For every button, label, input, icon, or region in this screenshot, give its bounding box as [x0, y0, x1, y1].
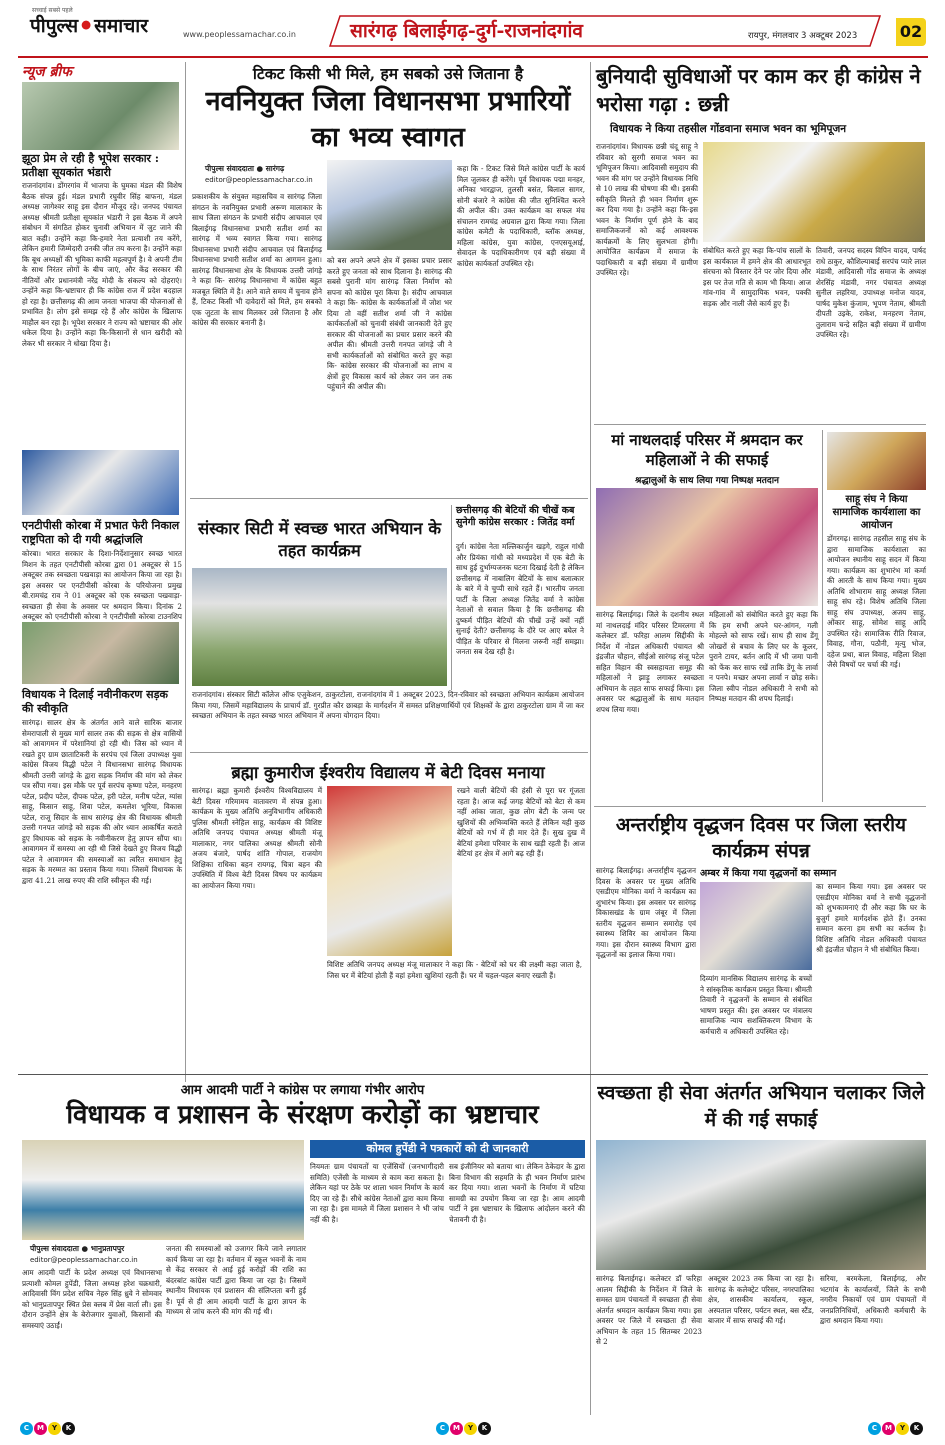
cmyk-y: Y — [464, 1422, 477, 1435]
cmyk-c: C — [20, 1422, 33, 1435]
nathaldai-photo — [596, 488, 818, 606]
divider — [190, 752, 588, 753]
chalakar-col3: सरिया, बरमकेला, बिलाईगढ़, और भटगांव के कार्यालयों, जिले के सभी नगरीय निकायों एवं ग्राम पंचायतों में जनप्रतिनिधियों, अधिकारी कर्मचारी के द्वारा श्रमदान किया गया। — [820, 1274, 926, 1325]
masthead-rule — [18, 56, 928, 58]
lead-col1: प्रकाशकीय के संयुक्त महासचिव व सारंगढ़ जिला संगठन के नवनियुक्त प्रभारी अरूण मालाकार के साथ जिला संगठन के प्रभारी संदीप आचवाल एवं बिलाईगढ़ विधानसभा प्रभारी सतीश शर्मा का सारंगढ़ में भव्य स्वागत किया गया। सारंगढ़ विधानसभा प्रभारी संदीप आचवाल एवं बिलाईगढ़ विधानसभा प्रभारी सतीश शर्मा का आगमन हुआ। सारंगढ़ विधानसभा क्षेत्र के विधायक उत्तरी जांगड़े ने कहा कि- सारंगढ़ विधानसभा में कांग्रेस बहुत मजबूत स्थिति में है। आने वाले समय में चुनाव होने हैं, टिकट किसी भी दावेदारों को मिले, हम सबको एक जुटता के साथ मिलकर उसे जिताना है और कांग्रेस की सरकार बनानी है। — [192, 192, 322, 327]
cmyk-k: K — [910, 1422, 923, 1435]
issue-date: रायपुर, मंगलवार 3 अक्टूबर 2023 — [748, 31, 858, 41]
buniyadi-caption2: तिवारी, जनपद सदस्य विपिन यादव, पार्षद राधे ठाकुर, कौशिल्याबाई सरपंच प्यारे लाल मंडावी, आदिवासी गोंड समाज के अध्यक्ष शेरसिंह मंडावी, नगर पंचायत अध्यक्ष सुनील लहरिया, उपाध्यक्ष मनोज यादव, पार्षद मुकेश कुंजाम, भूपण नेताम, श्रीमती दीपती उइके, राकेश, मनहरण नेताम, तुलाराम चन्द्रे सहित बड़ी संख्या में ग्रामीण उपस्थित रहे। — [816, 246, 926, 339]
vriddhjan-caption: दिव्यांग मानसिक विद्यालय सारंगढ़ के बच्चों ने सांस्कृतिक कार्यक्रम प्रस्तुत किया। श्रीमती तिवारी ने वृद्धजनों के सम्मान से संबंधित भाषण प्रस्तुत की। इस अवसर पर मंत्रालय सामाजिक न्याय सशक्तिकरण विभाग के कर्मचारी व अधिकारी उपस्थित रहे। — [700, 974, 812, 1036]
sahu-headline: साहू संघ ने किया सामाजिक कार्यशाला का आयोजन — [832, 494, 921, 531]
region-title: सारंगढ़ बिलाईगढ़-दुर्ग-राजनांदगांव — [350, 20, 583, 42]
aap-col1: आम आदमी पार्टी के प्रदेश अध्यक्ष एवं विधानसभा प्रत्याशी कोमल हुपेंडी, जिला अध्यक्ष हरेश चक्रधारी, आदिवासी विंग प्रदेश सचिव नेहरु सिंह ध्रुवे ने सोमवार को भानुप्रतापपुर स्थित प्रेस क्लब में प्रेस वार्ता ली। इस दौरान उन्होंने क्षेत्र के बेरोजगार युवाओं, किसानों की समस्याएं उठाईं। — [22, 1268, 162, 1330]
byline-place: भानुप्रतापपुर — [90, 1244, 125, 1253]
page-number: 02 — [896, 18, 926, 46]
swachh-city-headline: संस्कार सिटी में स्वच्छ भारत अभियान के तहत कार्यक्रम — [197, 519, 442, 560]
nathaldai-body: सारंगढ़ बिलाईगढ़। जिले के दशनीय स्थल मां नाथलदाई मंदिर परिसर टिमरलगा में कलेक्टर डॉ. फरिहा आलम सिद्दीकी के निर्देश में नोडल अधिकारी पंचायत श्री इंद्रजीत चौहान, सीईओ सारंगढ़ संजू पटेल सहित विहान की स्वसहायता समूह की महिलाओं ने झाड़ू लगाकर स्वच्छता अभियान के तहत साफ सफाई किया। इस अवसर पर श्रद्धालुओं के साथ मतदान शपथ लिया गया। — [596, 610, 704, 714]
cmyk-c: C — [436, 1422, 449, 1435]
divider — [18, 1074, 928, 1075]
divider — [185, 62, 186, 1082]
divider — [594, 806, 926, 807]
cmyk-m: M — [450, 1422, 463, 1435]
aap-email: editor@peoplessamachar.co.in — [30, 1256, 138, 1264]
cmyk-y: Y — [896, 1422, 909, 1435]
nathaldai-caption: महिलाओं को संबोधित करते हुए कहा कि कि हम सभी अपने घर-आंगन, गली मोहल्ले को साफ रखें। साथ ही साथ डेंगू जोखरों से बचाव के लिए घर के कूलर, पुराने टायर, बर्तन आदि में भी जमा पानी को फेंक कर साफ रखें ताकि डेंगू के लार्वा न पनपे। मच्छर अपना लार्वा न छोड़ सके। जिला स्वीप नोडल अधिकारी ने सभी को निष्पक्ष मतदान की शपथ दिलाई। — [709, 610, 818, 703]
byline-name: पीपुल्स संवाददाता — [205, 164, 254, 173]
lead-col3: कहा कि - टिकट जिसे मिले कांग्रेस पार्टी के कार्य मिल जुलकर ही करेंगे। पूर्व विधायक पद्मा मनहर, अनिका भारद्वाज, तुलसी बसंत, बिलाल सागर, सोनी बंजारे ने कांग्रेस की जीत सुनिश्चित करने की अपील की। उक्त कार्यक्रम का सफल मंच संचालन रामचंद्र अग्रवाल द्वारा किया गया। जिला कांग्रेस कमेटी के पदाधिकारी, ब्लॉक अध्यक्ष, महिला कांग्रेस, युवा कांग्रेस, एनएसयूआई, सेवादल के पदाधिकारीगण एवं बड़ी संख्या में कांग्रेस कार्यकर्ता उपस्थित रहे। — [457, 164, 585, 268]
brahma-headline: ब्रह्मा कुमारीज ईश्वरीय विद्यालय में बेटी दिवस मनाया — [231, 763, 545, 782]
cmyk-mark — [20, 1422, 76, 1435]
brahma-col2: रखने वाली बेटियों की हंसी से पूरा घर गूंजता रहता है। आज कई जगह बेटियों को बेटा से कम नहीं आंका जाता, कुछ लोग बेटी के जन्म पर खुशियों की अभिव्यक्ति करते हैं लेकिन यही कुछ बेटियों को गर्भ में ही मार देते हैं। सुख दुख में बेटियां हमेशा परिवार के साथ खड़ी रहती हैं। आज बेटियां हर क्षेत्र में आगे बढ़ रही हैं। — [457, 786, 585, 858]
divider — [822, 430, 823, 802]
lead-byline: पीपुल्स संवाददाता ● सारंगढ़ — [205, 164, 285, 173]
logo-left: पीपुल्स — [30, 15, 79, 37]
chalakar-col1: सारंगढ़ बिलाईगढ़। कलेक्टर डॉ फरिहा आलम सिद्दीकी के निर्देशन में जिले के समस्त ग्राम पंचायतों में स्वच्छता ही सेवा अंतर्गत श्रमदान कार्यक्रम किया गया। इस अवसर पर जिले में स्वच्छता ही सेवा अभियान के तहत 15 सितम्बर 2023 से 2 — [596, 1274, 702, 1346]
sahu-body: डोंगरगढ़। सारंगढ़ तहसील साहू संघ के द्वारा सामाजिक कार्यशाला का आयोजन स्थानीय साहू सदन में किया गया। कार्यक्रम का शुभारंभ मां कर्मा की आरती के साथ किया गया। मुख्य अतिथि शोभाराम साहू अध्यक्ष जिला साहू संघ रहे। विशेष अतिथि जिला साहू संघ उपाध्यक्ष, अजय साहू, ओंकार साहू, सोमेश साहू आदि उपस्थित रहे। सामाजिक रीति रिवाज, विवाह, गौना, पठौनी, मृत्यु भोज, दहेज प्रथा, बाल विवाह, महिला शिक्षा जैसे विषयों पर चर्चा की गई। — [827, 534, 926, 669]
cmyk-mark — [868, 1422, 924, 1435]
vriddhjan-sub: अम्बर में किया गया वृद्धजनों का सम्मान — [700, 868, 837, 879]
aap-headline: विधायक व प्रशासन के संरक्षण करोड़ों का भ्रष्टाचार — [66, 1100, 539, 1130]
buniyadi-caption1: संबोधित करते हुए कहा कि-पांच सालों के इस कार्यकाल में हमने क्षेत्र की आधारभूत संरचना को विस्तार देने पर जोर दिया और इस पर तेज गति से काम भी किया। आज गांव-गांव में सामुदायिक भवन, पक्की सड़क और नाली जैसे कार्य हुए हैं। — [703, 246, 811, 308]
aap-box-title: कोमल हुपेंडी ने पत्रकारों को दी जानकारी — [310, 1140, 585, 1158]
masthead — [0, 0, 945, 60]
swachh-city-photo — [192, 568, 447, 686]
aap-col2: जनता की समस्याओं को उजागर किये जाने लगातार कार्य किया जा रहा है। वर्तमान में स्कूल भवनों के नाम से केंद्र सरकार से आई हुई करोड़ों की राशि का बंदरबांट कांग्रेस पार्टी द्वारा किया जा रहा है। जिसमें स्थानीय विधायक एवं प्रशासन की संलिप्तता बनी हुई है। पूर्व से ही आम आदमी पार्टी के द्वारा ज्ञापन के माध्यम से जांच करने की मांग की गई थी। — [166, 1244, 306, 1316]
aap-col4: सब इंजीनियर को बताया था। लेकिन ठेकेदार के द्वारा बिना विभाग की सहमति के ही भवन निर्माण प्रारंभ कर दिया गया। शाला भवनों के निर्माण में घटिया सामग्री का उपयोग किया जा रहा है। आम आदमी पार्टी ने इस भ्रष्टाचार के खिलाफ आंदोलन करने की चेतावनी दी है। — [449, 1162, 585, 1224]
betiyan-body: दुर्ग। कांग्रेस नेता मल्लिकार्जुन खड़गे, राहुल गांधी और प्रियंका गांधी को मध्यप्रदेश में एक बेटी के साथ हुई दुर्भाग्यजनक घटना दिखाई देती है लेकिन छत्तीसगढ़ में नाबालिग बेटियों के साथ बलात्कार के बारे में वे चुप्पी साधे रहते हैं। भारतीय जनता पार्टी के जिला अध्यक्ष जितेंद्र वर्मा ने कांग्रेस नेताओं से सवाल किया है कि छत्तीसगढ़ की दुष्कर्म पीड़ित बेटियों की चीखें उन्हें क्यों नहीं सुनाई देती? छत्तीसगढ़ के दौरे पर आए बघेल ने पीड़ित के परिवार से मिलना जरूरी नहीं समझा। जनता सब देख रही है। — [456, 542, 584, 656]
logo-right: समाचार — [94, 15, 148, 37]
betiyan-headline: छत्तीसगढ़ की बेटियों की चीखें कब सुनेगी कांग्रेस सरकार : जितेंद्र वर्मा — [456, 505, 575, 528]
brief2-headline: एनटीपीसी कोरबा में प्रभात फेरी निकाल राष्ट्रपिता को दी गयी श्रद्धांजलि — [22, 519, 180, 546]
cmyk-y: Y — [48, 1422, 61, 1435]
sahu-photo — [827, 432, 926, 490]
brahma-caption: विशिष्ट अतिथि जनपद अध्यक्ष मंजू मालाकार ने कहा कि - बेटियों को घर की लक्ष्मी कहा जाता है, जिस घर में बेटियां होती हैं वहां हमेशा खुशियां रहती हैं। घर में चहल-पहल बनाए रखती हैं। — [327, 960, 582, 980]
byline-place: सारंगढ़ — [265, 164, 285, 173]
divider — [451, 505, 452, 690]
nathaldai-headline: मां नाथलदाई परिसर में श्रमदान कर महिलाओं ने की सफाई — [611, 431, 803, 469]
cmyk-c: C — [868, 1422, 881, 1435]
buniyadi-headline: बुनियादी सुविधाओं पर काम कर ही कांग्रेस ने भरोसा गढ़ा : छन्नी — [596, 64, 921, 116]
nathaldai-sub: श्रद्धालुओं के साथ लिया गया निष्पक्ष मतदान — [634, 476, 780, 486]
logo-dot: ⚫ — [78, 15, 95, 37]
divider — [590, 1080, 591, 1415]
divider — [190, 498, 588, 499]
lead-kicker: टिकट किसी भी मिले, हम सबको उसे जिताना है — [252, 64, 524, 83]
brief3-body: सारंगढ़। सालर क्षेत्र के अंतर्गत आने वाले सारिक बाजार सेमरापाली से मुख्य मार्ग सालर तक की सड़क से क्षेत्र वासियों को आवागमन में परेशानियां हो रही थी। जिस को ध्यान में रखते हुए ग्राम छाताटिकरी के सरपंच एवं जिला उपाध्यक्ष युवा कांग्रेस विजय विद्धी पटेल ने विधानसभा सारंगढ़ विधायक श्रीमती उत्तरी जांगड़े के द्वारा सड़क निर्माण की मांग को लेकर पत्र सौंपा गया। इस मौके पर पूर्व सरपंच कृष्णा पटेल, मनहरण पटेल, प्रदीप पटेल, दीपक पटेल, हरी पटेल, मनीष पटेल, ग्यांस साहू, किसान साहू, शिवा पटेल, कमलेश भूरिया, विकास पटेल, राजू सिदार के साथ सारंगढ़ क्षेत्र की विधायक श्रीमती उत्तरी गनपत जांगड़े को सड़क की ओर ध्यान आकर्षित कराते हुए विधायक को सड़क के नवीनीकरण हेतु ज्ञापन सौंपा था। आवागमन में समस्या आ रही थी जिसे देखते हुए विजय विद्धी पटेल ने आवागमन की समस्याओं का त्वरित समाधान हेतु सड़क के मरम्मत का प्रस्ताव किया गया। जिसमें विधायक के द्वारा 41.21 लाख रुपए की राशि स्वीकृत की गई। — [22, 718, 182, 885]
vriddhjan-photo — [700, 882, 812, 970]
brief3-headline: विधायक ने दिलाई नवीनीकरण सड़क की स्वीकृति — [22, 688, 168, 715]
byline-name: पीपुल्स संवाददाता — [30, 1244, 79, 1253]
brief1-headline: झूठा प्रेम ले रही है भूपेश सरकार : प्रतीक्षा सूयकांत भंडारी — [22, 152, 159, 179]
cmyk-mark — [436, 1422, 492, 1435]
buniyadi-photo — [703, 142, 925, 242]
cmyk-m: M — [34, 1422, 47, 1435]
logo — [30, 12, 148, 38]
vriddhjan-col3: का सम्मान किया गया। इस अवसर पर एसडीएम मोनिका वर्मा ने सभी वृद्धजनों को शुभकामनाएं दी और कहा कि घर के बुजुर्ग हमारे मार्गदर्शक होते हैं। उनका सम्मान करना हम सभी का कर्तव्य है। विशिष्ट अतिथि नोडल अधिकारी पंचायत श्री इंद्रजीत चौहान ने भी संबोधित किया। — [816, 882, 926, 954]
aap-col3: नियमतः ग्राम पंचायतों या एजेंसियों (जनभागीदारी समिति) एजेंसी के माध्यम से काम करा सकता है। लेकिन यहां पर ठेके पर शाला भवन निर्माण के कार्य दिए जा रहे हैं। सीधे कांग्रेस नेताओं द्वारा काम किया जा रहा है। इस मामले में जिला प्रशासन ने भी जांच नहीं की है। — [310, 1162, 444, 1224]
brahma-photo — [327, 786, 452, 956]
aap-byline: पीपुल्स संवाददाता ● भानुप्रतापपुर — [30, 1244, 125, 1253]
news-brief-label: न्यूज ब्रीफ — [22, 64, 72, 80]
lead-email: editor@peoplessamachar.co.in — [205, 176, 313, 184]
brief3-photo — [22, 622, 179, 684]
lead-col2: को बस अपने अपने क्षेत्र में इसका प्रचार प्रसार करते हुए जनता को साथ दिलाना है। सारंगढ़ की सबसे पुरानी मांग सारंगढ़ जिला निर्माण को सपना को कांग्रेस पूरा किया है। संदीप आचवाल ने कहा कि- कांग्रेस के कार्यकर्ताओं में जोश भर दिया तो वहीं सतीश शर्मा जी ने कांग्रेस कार्यकर्ताओं को चुनावी संबंधी जानकारी देते हुए सरकार की योजनाओं का प्रचार प्रसार करने की अपील की। श्रीमती उत्तरी गनपत जांगड़े जी ने सभी कार्यकर्ताओं को संबोधित करते हुए कहा कि- कांग्रेस सरकार की योजनाओं का लाभ व क्षेत्रों हुए विकास कार्य को लेकर जन जन तक पहुंचाने की अपील की। — [327, 256, 452, 391]
cmyk-k: K — [62, 1422, 75, 1435]
tagline: सच्चाई सबसे पहले — [32, 7, 73, 14]
divider — [590, 62, 591, 1082]
chalakar-headline: स्वच्छता ही सेवा अंतर्गत अभियान चलाकर जिले में की गई सफाई — [597, 1082, 925, 1131]
brief2-photo — [22, 450, 179, 515]
cmyk-k: K — [478, 1422, 491, 1435]
divider — [594, 424, 926, 425]
brief2-body: कोरबा। भारत सरकार के दिशा-निर्देशानुसार स्वच्छ भारत मिशन के तहत एनटीपीसी कोरबा द्वारा 01 अक्टूबर से 15 अक्टूबर तक स्वच्छता पखवाड़ा का आयोजन किया जा रहा है। इस अवसर पर एनटीपीसी कोरबा के परियोजना प्रमुख बी.रामचंद्र राव ने 01 अक्टूबर को एक स्वच्छता पखवाड़ा-स्वच्छता ही सेवा के अवसर पर श्रमदान किया। दिनांक 2 अक्टूबर को एनटीपीसी कोरबा ने एनटीपीसी कोरबा टाउनशिप — [22, 549, 182, 621]
chalakar-col2: अक्टूबर 2023 तक किया जा रहा है। सारंगढ़ के कलेक्ट्रेट परिसर, नगरपालिका क्षेत्र, शासकीय कार्यालय, स्कूल, अस्पताल परिसर, पर्यटन स्थल, बस स्टैंड, बाजार में साफ सफाई की गई। — [708, 1274, 814, 1325]
aap-kicker: आम आदमी पार्टी ने कांग्रेस पर लगाया गंभीर आरोप — [180, 1083, 425, 1098]
lead-headline: नवनियुक्त जिला विधानसभा प्रभारियों का भव्य स्वागत — [205, 86, 571, 153]
vriddhjan-body: सारंगढ़ बिलाईगढ़। अन्तर्राष्ट्रीय वृद्धजन दिवस के अवसर पर मुख्य अतिथि एसडीएम मोनिका वर्मा ने कार्यक्रम का शुभारंभ किया। इस अवसर पर सारंगढ़ विकासखंड के ग्राम जंबूर में जिला स्तरीय वृद्धजन सम्मान समारोह एवं स्वास्थ्य शिविर का आयोजन किया गया। इस दौरान स्वास्थ्य विभाग द्वारा वृद्धजनों का इलाज किया गया। — [596, 866, 696, 959]
vriddhjan-headline: अन्तर्राष्ट्रीय वृद्धजन दिवस पर जिला स्तरीय कार्यक्रम संपन्न — [615, 814, 907, 862]
website: www.peoplessamachar.co.in — [183, 30, 296, 39]
swachh-city-caption: राजनांदगांव। संस्कार सिटी कॉलेज ऑफ एजुकेशन, ठाकुरटोला, राजनांदगांव में 1 अक्टूबर 2023, दिन-रविवार को स्वच्छता अभियान कार्यक्रम आयोजन किया गया, जिसमें महाविद्यालय के प्राचार्य डॉ. गुरप्रीत कौर छाबड़ा के मार्गदर्शन में समस्त प्रशिक्षणार्थियों एवं शिक्षकों के द्वारा ठाकुरटोला ग्राम में जा कर स्वच्छता अभियान के तहत स्वच्छ भारत अभियान में अपना योगदान दिया। — [192, 690, 584, 720]
brief1-body: राजनांदगांव। डोंगरगांव में भाजपा के घुमका मंडल की विशेष बैठक संपन्न हुई। मंडल प्रभारी रघुवीर सिंह बाफना, मंडल अध्यक्ष जागेश्वर साहू इस दौरान मौजूद रहे। जनपद पंचायत अध्यक्ष श्रीमती प्रतीक्षा सूयकांत भंडारी ने इस बैठक में अपने संबोधन में संगठित होकर चुनावी अभियान में जुट जाने की बात कही। उन्होंने कहा कि-हमारे नेता प्रत्याशी तय करेंगे, लेकिन हमारी जिम्मेदारी उनकी जीत तय करना है। उन्होंने कहा कि बूथ अध्यक्षों की भूमिका काफी महत्वपूर्ण है। वे अपनी टीम के साथ निरंतर लोगों के बीच जाएं, और केंद्र सरकार की नीतियों और प्रधानमंत्री नरेंद्र मोदी के संकल्प को दोहराएं। उन्होंने कहा कि-भ्रष्टाचार ही कि कांग्रेस राज में प्रदेश बदहाल हो रहा है। छत्तीसगढ़ की आम जनता भाजपा की योजनाओं से प्रभावित है। लोग इसे समझ रहे हैं और कांग्रेस के खिलाफ माहौल बन रहा है। भूपेश सरकार ने राज्य को भ्रष्टाचार की ओर धकेल दिया है। उन्होंने कहा कि-किसानों से धान खरीदी को लेकर भी सरकार ने धोखा दिया है। — [22, 181, 182, 348]
cmyk-m: M — [882, 1422, 895, 1435]
brahma-col1: सारंगढ़। ब्रह्मा कुमारी ईश्वरीय विश्वविद्यालय में बेटी दिवस गरिमामय वातावरण में संपन्न हुआ। कार्यक्रम के मुख्य अतिथि अनुविभागीय अधिकारी पुलिस श्रीमती स्नेहिल साहू, कार्यक्रम की विशिष्ट अतिथि जनपद पंचायत अध्यक्ष श्रीमती मंजू मालाकार, नगर पालिका अध्यक्ष श्रीमती सोनी अजय बंजारे, पार्षद शांति गोपाल, राजयोग शिक्षिका राधिका बहन रायगढ़, चित्रा बहन की उपस्थिति में विश्व बेटी दिवस विषय पर कार्यक्रम का आयोजन किया गया। — [192, 786, 322, 890]
buniyadi-sub: विधायक ने किया तहसील गोंडवाना समाज भवन का भूमिपूजन — [610, 123, 847, 135]
aap-photo — [22, 1140, 304, 1240]
brief1-photo — [22, 82, 179, 150]
lead-photo — [327, 160, 452, 250]
buniyadi-body: राजनांदगांव। विधायक छन्नी चंदू साहू ने रविवार को सुरगी समाज भवन का भूमिपूजन किया। आदिवासी समुदाय की भवन की मांग पर उन्होंने विधायक निधि से 10 लाख की घोषणा की थी। इसकी स्वीकृति मिलते ही भवन निर्माण शुरू कर दिया गया है। उन्होंने कहा कि-इस भवन के निर्माण पूर्ण होने के बाद समाजिकजनों को कई आवश्यक कार्यक्रमों के लिए सुलभता होगी। आयोजित कार्यक्रम में समाज के पदाधिकारी व बड़ी संख्या में ग्रामीण उपस्थित रहे। — [596, 142, 698, 277]
chalakar-photo — [596, 1140, 926, 1270]
